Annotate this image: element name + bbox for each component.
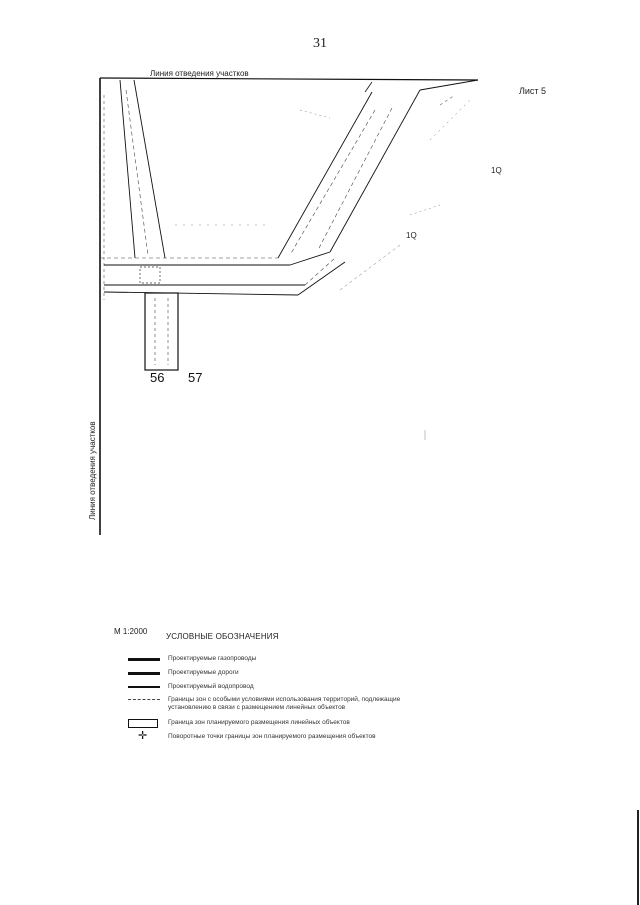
dashed-line-symbol <box>128 699 160 700</box>
sheet-label: Лист 5 <box>519 86 547 96</box>
top-line-label: Линия отведения участков <box>150 69 249 78</box>
legend-item-text: Поворотные точки границы зон планируемого размещения объектов <box>168 733 376 740</box>
legend-item <box>128 719 428 731</box>
road-left-edge <box>120 80 135 258</box>
legend-item-text: Границы зон с особыми условиями использования территорий, подлежащие установлению в связи с размещением линейных объектов <box>168 696 401 711</box>
scale-label: М 1:2000 <box>114 627 148 636</box>
corridor-right-outer <box>330 90 420 252</box>
legend-item-text: Проектируемый водопровод <box>168 683 254 690</box>
legend-title: УСЛОВНЫЕ ОБОЗНАЧЕНИЯ <box>166 632 279 641</box>
mark-label-1: 1Q <box>491 166 502 175</box>
legend-item <box>128 669 428 681</box>
medium-line-symbol <box>128 686 160 688</box>
top-allotment-line <box>100 78 478 80</box>
legend-item <box>128 730 428 745</box>
point-number-57: 57 <box>188 370 203 385</box>
spur-box <box>145 293 178 370</box>
point-number-56: 56 <box>150 370 165 385</box>
mark-label-2: 1Q <box>406 231 417 240</box>
legend-item-text: Граница зон планируемого размещения линейных объектов <box>168 719 350 726</box>
page-number: 31 <box>313 36 327 51</box>
thick-line-symbol <box>128 672 160 675</box>
thick-line-symbol <box>128 658 160 661</box>
cross-point-icon: ✛ <box>138 730 148 742</box>
legend-item <box>128 655 428 667</box>
road-right-edge <box>134 80 165 258</box>
legend-item-text: Проектируемые газопроводы <box>168 655 257 662</box>
box-symbol <box>128 719 158 728</box>
scan-edge-mark <box>637 810 639 905</box>
legend-item <box>128 696 428 716</box>
legend-item <box>128 683 428 695</box>
side-line-label: Линия отведения участков <box>88 421 97 520</box>
legend-item-text: Проектируемые дороги <box>168 669 239 676</box>
